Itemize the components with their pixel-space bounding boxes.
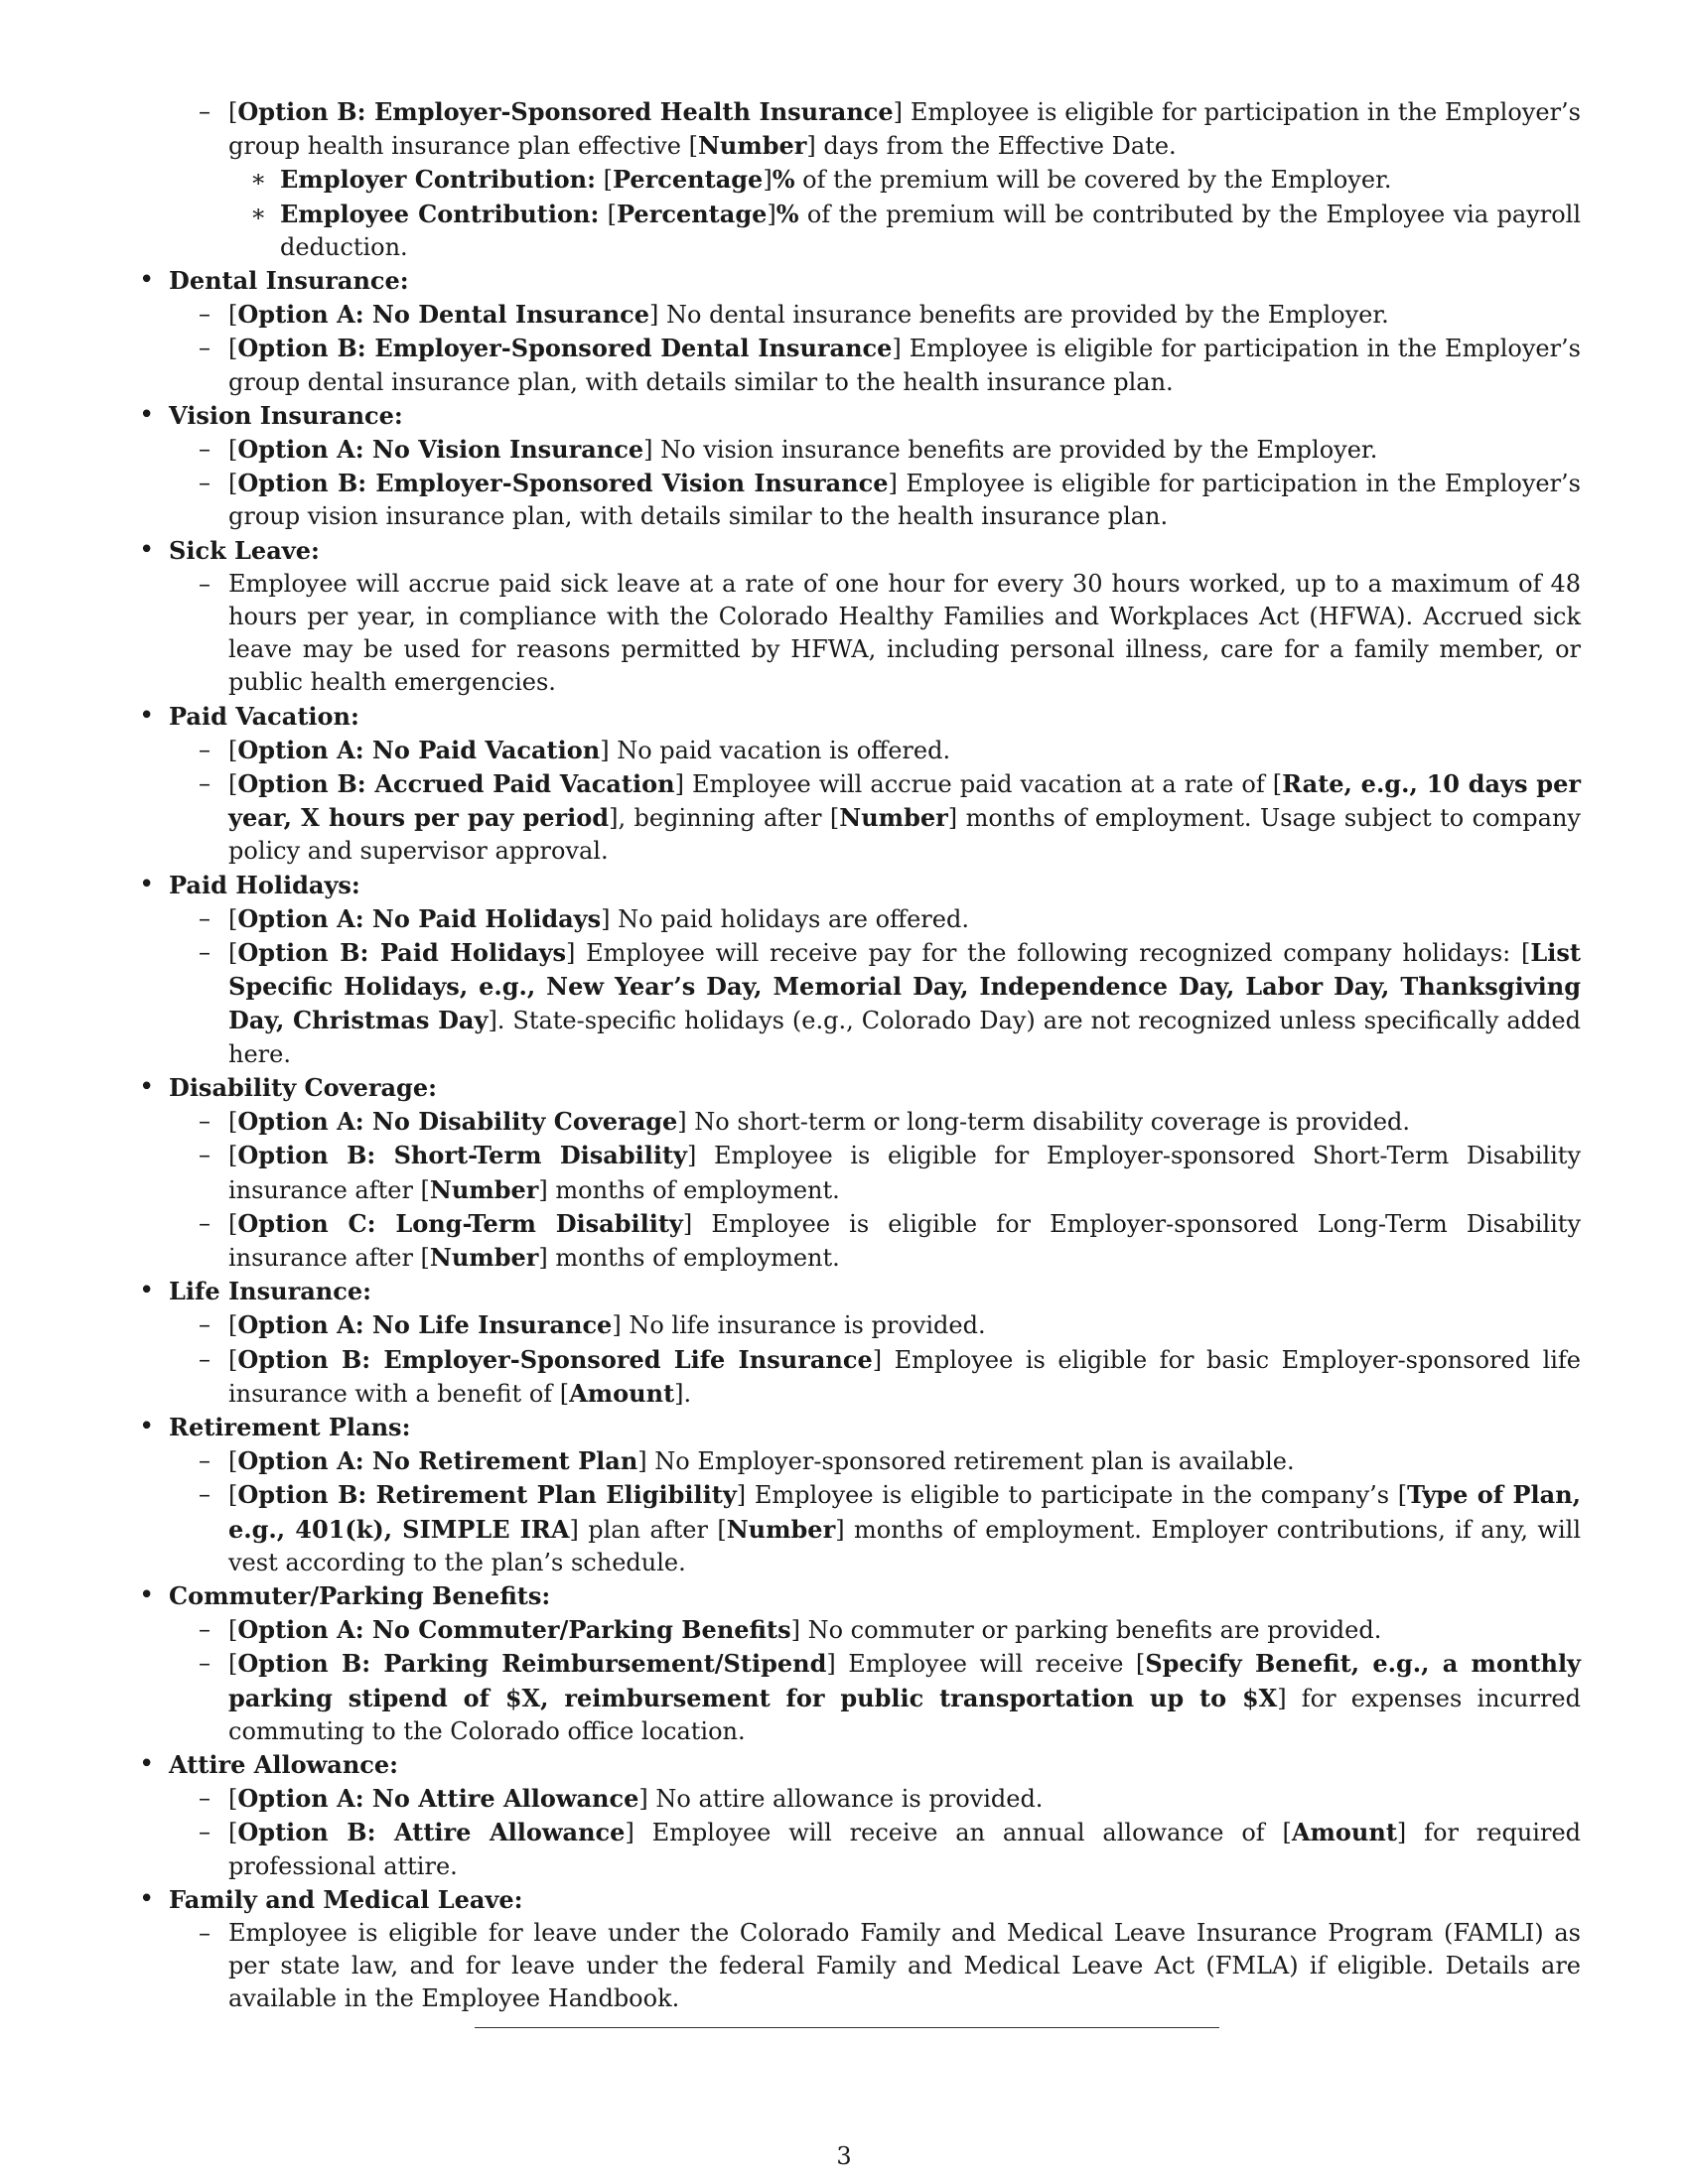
body-text: ] Employee is eligible for participation in the Employer’s group health insurance plan effective [ — [228, 98, 1581, 161]
body-text: ] Employee is eligible for Employer-sponsored Short-Term Disability insurance after [ — [228, 1142, 1582, 1204]
body-text: [ — [228, 770, 238, 799]
body-text: ], beginning after [ — [609, 804, 840, 833]
benefit-option — [135, 1478, 1581, 1579]
body-text: [ — [228, 301, 238, 330]
body-text: [ — [228, 1616, 238, 1645]
dash-marker: – — [199, 938, 211, 967]
benefit-heading — [135, 700, 1581, 734]
bold-text: Option A: No Dental Insurance — [237, 300, 650, 330]
dash-marker: – — [199, 1480, 211, 1509]
bullet-marker: • — [139, 1748, 155, 1779]
benefit-heading — [135, 1579, 1581, 1613]
asterisk-marker: ∗ — [250, 199, 267, 227]
benefit-option — [135, 902, 1581, 936]
bold-text: Option B: Employer-Sponsored Health Insurance — [237, 97, 894, 126]
bullet-marker: • — [139, 1411, 155, 1441]
dash-marker: – — [199, 1918, 211, 1947]
bold-text: Option A: No Commuter/Parking Benefits — [237, 1615, 791, 1645]
body-text: ]. State-specific holidays (e.g., Colorado Day) are not recognized unless specifically added here. — [228, 1007, 1581, 1068]
bullet-marker: • — [139, 1883, 155, 1914]
body-text: ] months of employment. Employer contributions, if any, will vest according to the plan’s schedule. — [228, 1515, 1581, 1576]
body-text: ] No attire allowance is provided. — [638, 1785, 1044, 1814]
benefit-heading — [135, 869, 1581, 902]
body-text: ] Employee is eligible for basic Employer-sponsored life insurance with a benefit of [ — [228, 1345, 1582, 1408]
bullet-marker: • — [139, 1579, 155, 1610]
body-text: ]. — [674, 1379, 692, 1408]
contribution-item — [135, 163, 1581, 197]
body-text: ] No commuter or parking benefits are provided. — [790, 1616, 1382, 1645]
bullet-marker: • — [139, 700, 155, 731]
body-text: ] No paid holidays are offered. — [601, 904, 969, 933]
body-text: ] — [763, 166, 773, 195]
bold-text: Paid Holidays: — [169, 870, 360, 899]
body-text: of the premium will be covered by the Employer. — [794, 166, 1392, 195]
benefit-option — [135, 936, 1581, 1071]
body-text: [ — [228, 1447, 238, 1476]
body-text: Employee will accrue paid sick leave at a rate of one hour for every 30 hours worked, up to a maximum of 48 hours per year, in compliance with the Colorado Healthy Families and Workplaces Act (HFWA). Accrued sick leave may be used for reasons permitted by HFWA, including personal illness, care for a family member, or public health emergencies. — [228, 569, 1581, 697]
body-text: ] Employee is eligible for Employer-sponsored Long-Term Disability insurance after [ — [228, 1209, 1581, 1272]
body-text: ] plan after [ — [569, 1515, 727, 1544]
body-text: [ — [228, 736, 238, 764]
bold-text: Attire Allowance: — [169, 1749, 399, 1779]
bold-text: Employer Contribution: — [280, 165, 596, 195]
body-text: ] Employee will receive an annual allowance of [ — [625, 1819, 1292, 1847]
footnote-rule — [475, 2027, 1219, 2028]
body-text: [ — [228, 1650, 238, 1679]
benefit-heading — [135, 264, 1581, 298]
dash-marker: – — [199, 1310, 211, 1339]
bold-text: Vision Insurance: — [169, 400, 403, 430]
bold-text: Retirement Plans: — [169, 1412, 411, 1441]
dash-marker: – — [199, 1446, 211, 1475]
dash-marker: – — [199, 1344, 211, 1373]
benefit-heading — [135, 534, 1581, 568]
body-text: ] No paid vacation is offered. — [600, 736, 951, 764]
bold-text: % — [772, 165, 795, 195]
body-text: ] for required professional attire. — [228, 1819, 1582, 1880]
bold-text: Option A: No Paid Vacation — [237, 735, 601, 764]
bold-text: Option B: Short-Term Disability — [237, 1141, 687, 1170]
dash-marker: – — [199, 1649, 211, 1678]
body-text: [ — [228, 1345, 238, 1374]
body-text: [ — [228, 98, 238, 126]
body-text: ] months of employment. — [538, 1175, 840, 1204]
body-text: [ — [228, 1481, 238, 1510]
bold-text: Option B: Employer-Sponsored Vision Insurance — [237, 469, 889, 498]
dash-marker: – — [199, 769, 211, 798]
body-text: [ — [228, 1108, 238, 1137]
dash-marker: – — [199, 903, 211, 932]
bold-text: Option A: No Attire Allowance — [237, 1784, 639, 1814]
bold-text: Disability Coverage: — [169, 1072, 437, 1102]
body-text: [ — [228, 436, 238, 465]
bold-text: Option B: Retirement Plan Eligibility — [237, 1480, 737, 1510]
bold-text: Number — [429, 1174, 539, 1204]
bold-text: Option C: Long-Term Disability — [237, 1208, 683, 1238]
bold-text: Number — [839, 803, 948, 833]
benefit-option — [135, 467, 1581, 533]
dash-marker: – — [199, 1784, 211, 1813]
benefit-option — [135, 1105, 1581, 1139]
benefit-option — [135, 298, 1581, 332]
body-text: [ — [599, 200, 618, 228]
bold-text: Family and Medical Leave: — [169, 1884, 523, 1914]
dash-marker: – — [199, 435, 211, 464]
benefits-list — [135, 95, 1581, 2016]
bold-text: Specify Benefit, e.g., a monthly parking stipend of $X, reimbursement for public transportation up to $X — [228, 1649, 1582, 1712]
benefit-option — [135, 734, 1581, 767]
bold-text: Option A: No Retirement Plan — [237, 1446, 638, 1476]
bold-text: Paid Vacation: — [169, 701, 359, 731]
bold-text: % — [775, 199, 799, 228]
body-text: ] No dental insurance benefits are provided by the Employer. — [649, 301, 1389, 330]
bold-text: Option B: Employer-Sponsored Dental Insurance — [237, 334, 893, 363]
body-text: ] No short-term or long-term disability coverage is provided. — [677, 1108, 1411, 1137]
body-text: ] for expenses incurred commuting to the Colorado office location. — [228, 1684, 1582, 1745]
bullet-marker: • — [139, 1276, 155, 1306]
bold-text: Option A: No Life Insurance — [237, 1310, 613, 1340]
bold-text: Option B: Accrued Paid Vacation — [237, 769, 675, 799]
benefit-option — [135, 433, 1581, 467]
bold-text: Amount — [1291, 1818, 1397, 1847]
benefit-option — [135, 1444, 1581, 1478]
bold-text: Option A: No Paid Holidays — [237, 903, 602, 933]
bullet-marker: • — [139, 534, 155, 565]
body-text: [ — [228, 939, 238, 968]
benefit-option — [135, 1613, 1581, 1647]
bold-text: Percentage — [612, 165, 764, 195]
dash-marker: – — [199, 735, 211, 763]
bold-text: Number — [726, 1514, 836, 1544]
asterisk-marker: ∗ — [250, 165, 267, 194]
body-text: [ — [228, 470, 238, 498]
bold-text: Option B: Employer-Sponsored Life Insurance — [237, 1344, 873, 1374]
bold-text: Sick Leave: — [169, 535, 320, 565]
dash-marker: – — [199, 300, 211, 329]
dash-marker: – — [199, 469, 211, 497]
benefit-option — [135, 95, 1581, 163]
bold-text: Number — [697, 131, 807, 161]
benefit-heading — [135, 1748, 1581, 1782]
body-text: Employee is eligible for leave under the Colorado Family and Medical Leave Insurance Program (FAMLI) as per state law, and for leave under the federal Family and Medical Leave Act (FMLA) if eligible. Details are available in the Employee Handbook. — [228, 1918, 1581, 2013]
body-text: ] Employee will receive pay for the following recognized company holidays: [ — [565, 939, 1531, 968]
body-text: ] Employee will accrue paid vacation at a rate of [ — [674, 770, 1283, 799]
bold-text: Type of Plan, e.g., 401(k), SIMPLE IRA — [228, 1480, 1582, 1544]
benefit-heading — [135, 1071, 1581, 1105]
body-text: ] Employee will receive [ — [826, 1650, 1146, 1679]
bullet-marker: • — [139, 399, 155, 430]
body-text: [ — [228, 1819, 238, 1847]
body-text: ] No vision insurance benefits are provided by the Employer. — [643, 436, 1378, 465]
body-text: [ — [228, 1785, 238, 1814]
bold-text: List Specific Holidays, e.g., New Year’s Day, Memorial Day, Independence Day, Labor Day, Thanksgiving Day, Christmas Day — [228, 938, 1581, 1035]
body-text: ] No life insurance is provided. — [612, 1311, 986, 1340]
body-text: [ — [228, 1142, 238, 1170]
body-text: [ — [228, 904, 238, 933]
bold-text: Number — [429, 1242, 539, 1272]
bold-text: Life Insurance: — [169, 1277, 371, 1306]
dash-marker: – — [199, 1818, 211, 1846]
benefit-option — [135, 1139, 1581, 1206]
benefit-option — [135, 1207, 1581, 1275]
body-text: ] No Employer-sponsored retirement plan is available. — [637, 1447, 1295, 1476]
bold-text: Option B: Attire Allowance — [237, 1818, 626, 1847]
body-text: of the premium will be contributed by the Employee via payroll deduction. — [280, 200, 1581, 261]
benefit-heading — [135, 399, 1581, 433]
body-text: ] — [767, 200, 776, 228]
benefit-option — [135, 1782, 1581, 1816]
bold-text: Dental Insurance: — [169, 266, 409, 296]
benefit-option — [135, 1647, 1581, 1748]
benefit-heading — [135, 1411, 1581, 1444]
benefit-option — [135, 568, 1581, 700]
body-text: [ — [228, 1311, 238, 1340]
bold-text: Option B: Paid Holidays — [237, 938, 566, 968]
benefit-option — [135, 1308, 1581, 1342]
bold-text: Percentage — [617, 199, 768, 228]
body-text: ] Employee is eligible to participate in the company’s [ — [736, 1481, 1408, 1510]
bold-text: Option A: No Disability Coverage — [237, 1107, 678, 1137]
dash-marker: – — [199, 1208, 211, 1237]
dash-marker: – — [199, 1615, 211, 1644]
bullet-marker: • — [139, 1071, 155, 1102]
body-text: [ — [228, 1209, 238, 1238]
bold-text: Option B: Parking Reimbursement/Stipend — [237, 1649, 827, 1679]
bold-text: Amount — [569, 1378, 675, 1408]
body-text: [ — [228, 335, 238, 363]
body-text: [ — [595, 166, 613, 195]
benefit-heading — [135, 1275, 1581, 1308]
benefit-option — [135, 1816, 1581, 1882]
dash-marker: – — [199, 569, 211, 598]
benefit-option — [135, 1917, 1581, 2016]
bold-text: Rate, e.g., 10 days per year, X hours per pay period — [228, 769, 1581, 833]
body-text: ] Employee is eligible for participation in the Employer’s group dental insurance plan, with details similar to the health insurance plan. — [228, 335, 1582, 396]
contribution-item — [135, 198, 1581, 264]
benefit-heading — [135, 1883, 1581, 1917]
benefit-option — [135, 767, 1581, 869]
benefit-option — [135, 1343, 1581, 1411]
bullet-marker: • — [139, 869, 155, 899]
body-text: ] Employee is eligible for participation in the Employer’s group vision insurance plan, with details similar to the health insurance plan. — [228, 470, 1581, 531]
dash-marker: – — [199, 1107, 211, 1136]
dash-marker: – — [199, 97, 211, 125]
bold-text: Commuter/Parking Benefits: — [169, 1580, 551, 1610]
body-text: ] months of employment. Usage subject to company policy and supervisor approval. — [228, 804, 1581, 866]
dash-marker: – — [199, 334, 211, 362]
bold-text: Option A: No Vision Insurance — [237, 435, 644, 465]
page-number: 3 — [836, 2142, 852, 2170]
body-text: ] days from the Effective Date. — [806, 132, 1177, 161]
bold-text: Employee Contribution: — [280, 199, 600, 228]
dash-marker: – — [199, 1141, 211, 1169]
bullet-marker: • — [139, 265, 155, 296]
body-text: ] months of employment. — [538, 1243, 840, 1272]
benefit-option — [135, 332, 1581, 398]
